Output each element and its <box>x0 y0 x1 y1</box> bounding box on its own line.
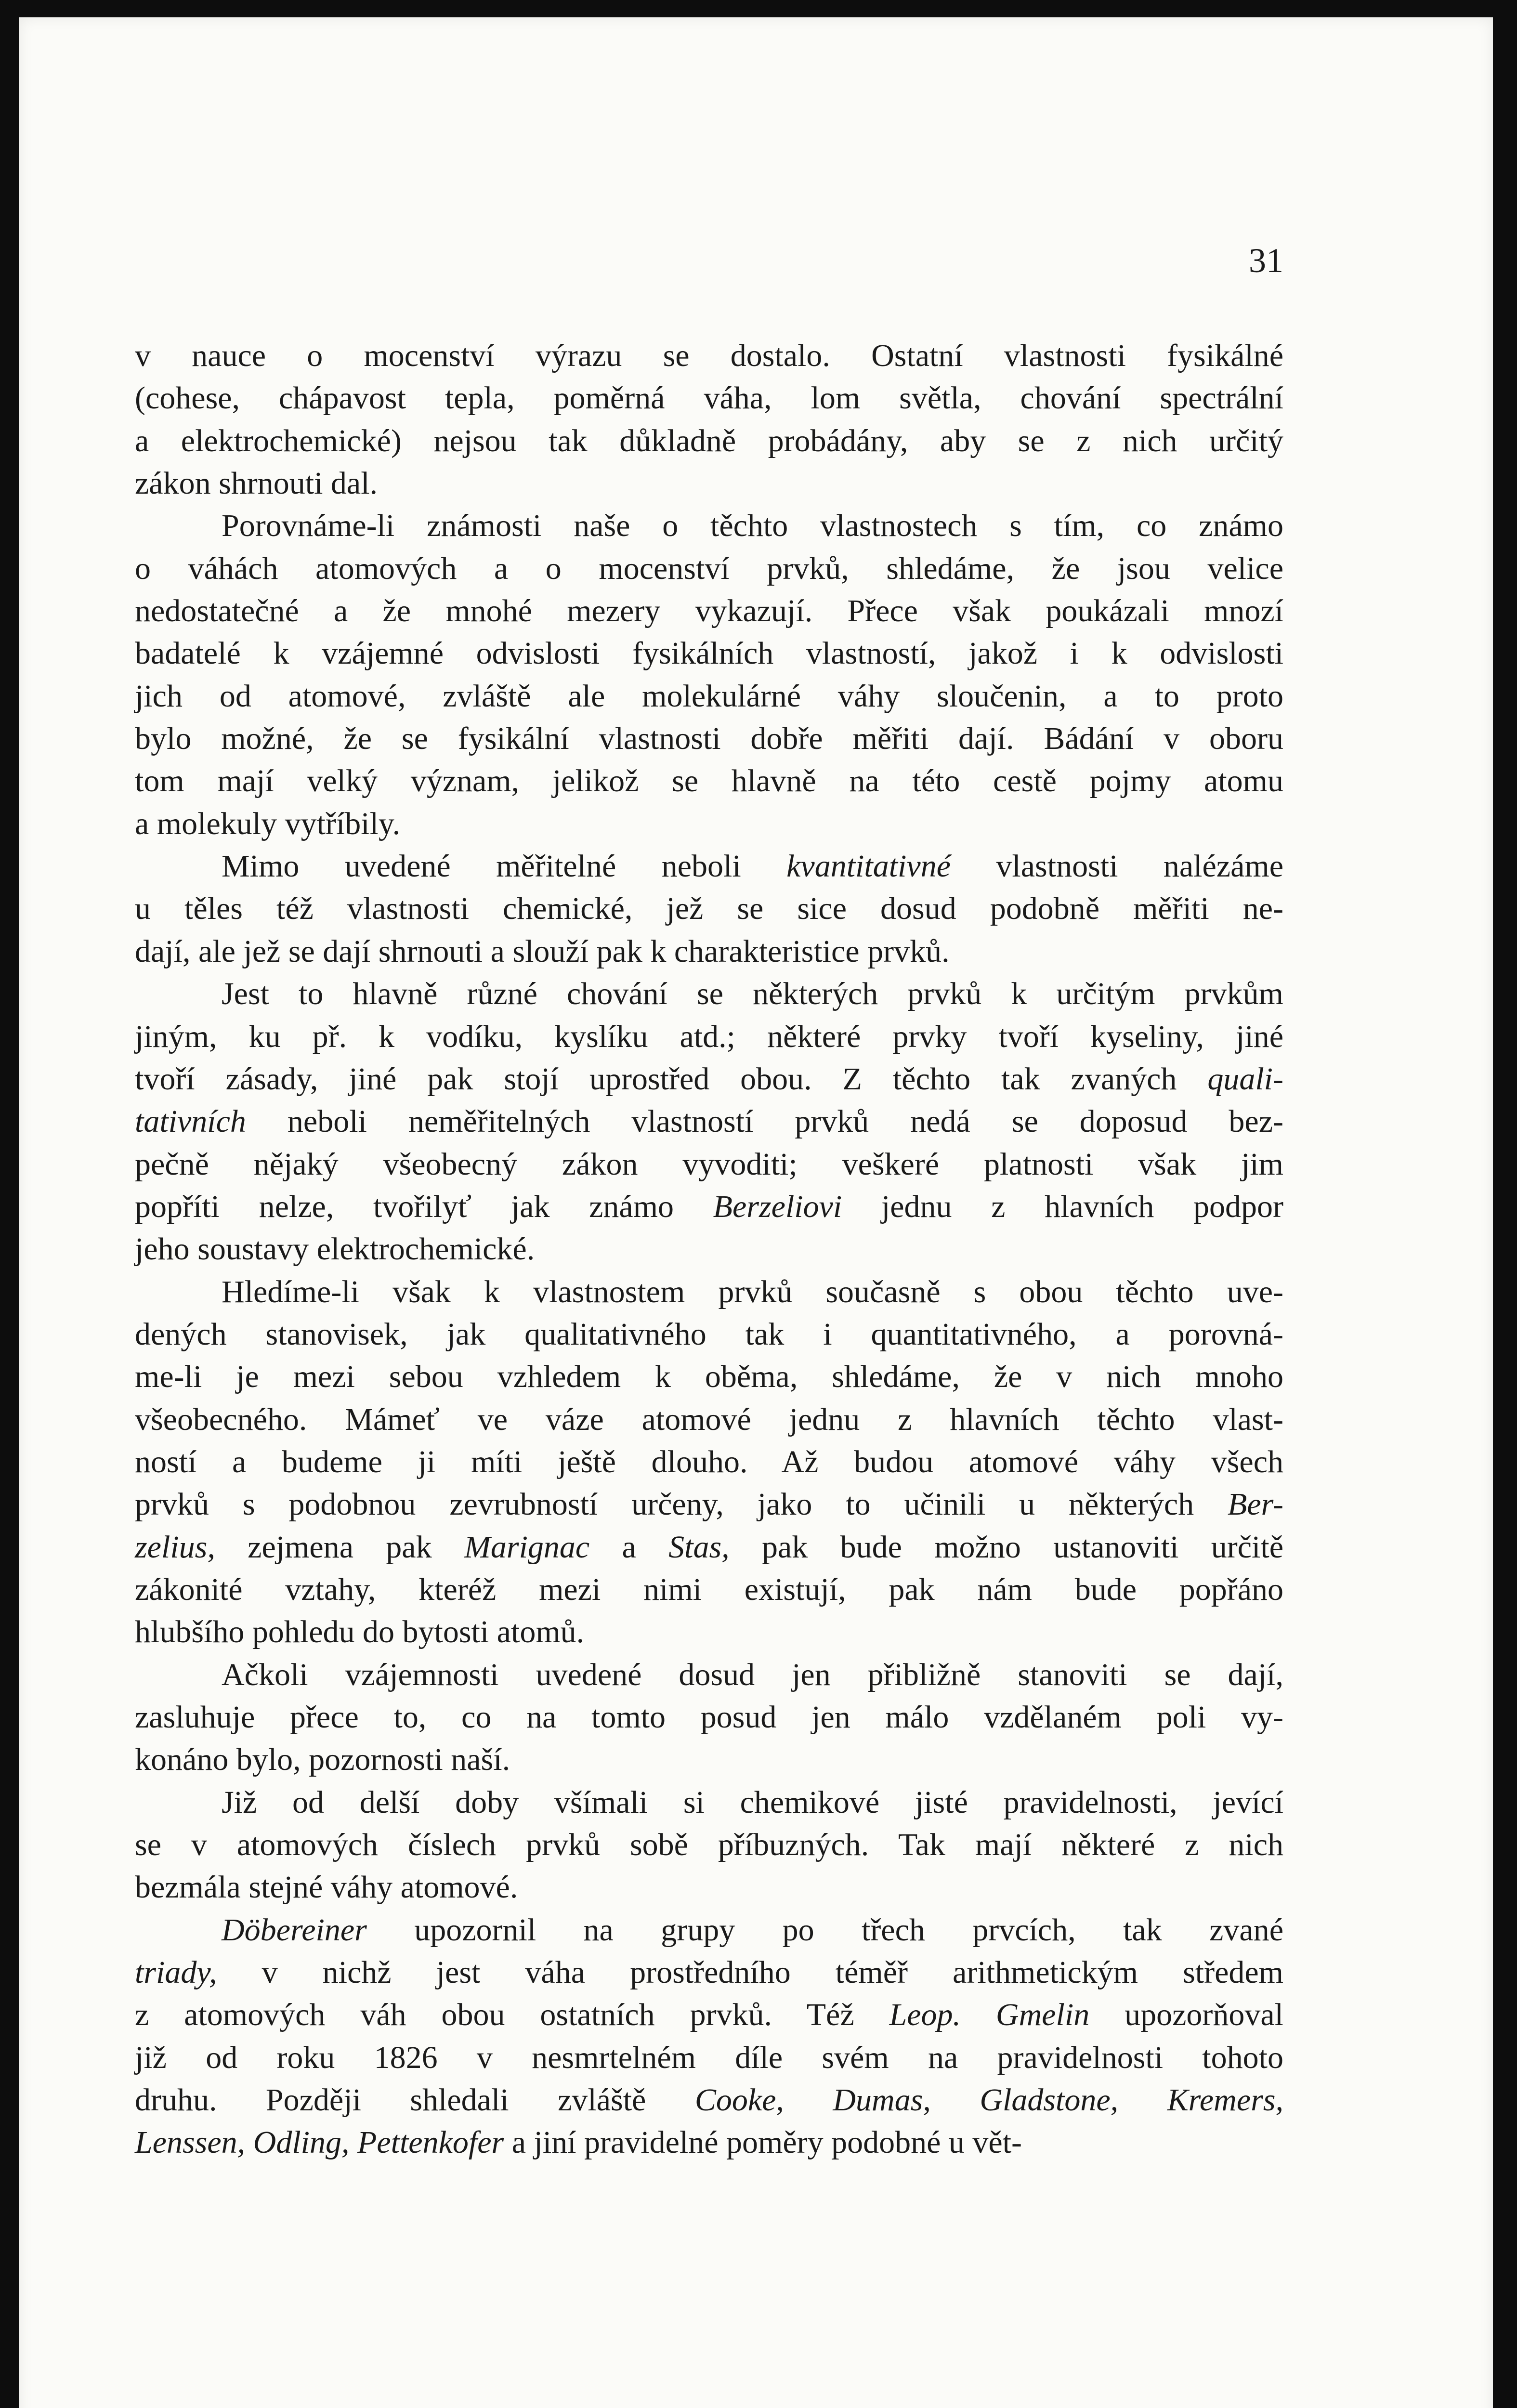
page-number: 31 <box>1249 241 1283 280</box>
text-line <box>135 2121 1283 2164</box>
text-segment: tvoří zásady, jiné pak stojí uprostřed obou. Z těchto tak zvaných <box>135 1061 1208 1097</box>
text-line <box>135 1100 1283 1143</box>
text-line: jich od atomové, zvláště ale molekulárné váhy sloučenin, a to proto <box>135 678 1283 714</box>
text-line: zákon shrnouti dal. <box>135 466 378 501</box>
text-line: jeho soustavy elektrochemické. <box>135 1231 535 1267</box>
text-segment: pak bude možno ustanoviti určitě <box>729 1529 1283 1565</box>
text-line: a molekuly vytříbily. <box>135 806 401 841</box>
text-line <box>135 1526 1283 1569</box>
text-line: všeobecného. Mámeť ve váze atomové jednu z hlavních těchto vlast- <box>135 1401 1283 1437</box>
text-segment: jednu z hlavních podpor <box>842 1189 1283 1224</box>
text-segment: druhu. Později shledali zvláště <box>135 2082 695 2118</box>
italic-name: Cooke, Dumas, Gladstone, Kremers, <box>694 2082 1283 2118</box>
text-line <box>135 1186 1283 1228</box>
text-line: (cohese, chápavost tepla, poměrná váha, lom světla, chování spectrální <box>135 380 1283 416</box>
text-segment: upozornil na grupy po třech prvcích, tak zvané <box>366 1912 1283 1948</box>
text-segment: Mimo uvedené měřitelné neboli <box>222 849 787 884</box>
text-segment: vlastnosti nalézáme <box>951 849 1284 884</box>
text-line: Jest to hlavně různé chování se některých prvků k určitým prvkům <box>222 976 1283 1012</box>
text-line: konáno bylo, pozornosti naší. <box>135 1742 510 1778</box>
text-line: pečně nějaký všeobecný zákon vyvoditi; veškeré platnosti však jim <box>135 1146 1283 1182</box>
text-line: tom mají velký význam, jelikož se hlavně na této cestě pojmy atomu <box>135 763 1283 799</box>
text-line: dají, ale jež se dají shrnouti a slouží pak k charakteristice prvků. <box>135 933 950 969</box>
text-line: a elektrochemické) nejsou tak důkladně probádány, aby se z nich určitý <box>135 423 1283 458</box>
text-line: jiným, ku př. k vodíku, kyslíku atd.; některé prvky tvoří kyseliny, jiné <box>135 1019 1283 1054</box>
text-segment: zejmena pak <box>215 1529 464 1565</box>
text-line: nedostatečné a že mnohé mezery vykazují. Přece však poukázali mnozí <box>135 593 1283 629</box>
text-segment: popříti nelze, tvořilyť jak známo <box>135 1189 713 1224</box>
italic-name: zelius, <box>135 1529 215 1565</box>
text-line: dených stanovisek, jak qualitativného tak i quantitativného, a porovná- <box>135 1316 1283 1352</box>
text-line <box>135 1909 1283 1951</box>
text-line: Ačkoli vzájemnosti uvedené dosud jen přibližně stanoviti se dají, <box>222 1657 1283 1692</box>
italic-name: Berzeliovi <box>713 1189 842 1224</box>
text-line <box>135 1058 1283 1100</box>
text-segment: a jiní pravidelné poměry podobné u vět- <box>504 2125 1022 2160</box>
text-line: u těles též vlastnosti chemické, jež se sice dosud podobně měřiti ne- <box>135 891 1283 927</box>
text-line <box>135 1483 1283 1526</box>
italic-name: quali- <box>1207 1061 1283 1097</box>
text-line: Již od delší doby všímali si chemikové jisté pravidelnosti, jevící <box>222 1784 1283 1820</box>
text-line: bezmála stejné váhy atomové. <box>135 1870 518 1905</box>
text-line: v nauce o mocenství výrazu se dostalo. Ostatní vlastnosti fysikálné <box>135 338 1283 373</box>
italic-name: Lenssen, Odling, Pettenkofer <box>135 2125 504 2160</box>
text-line: Hledíme-li však k vlastnostem prvků současně s obou těchto uve- <box>222 1274 1283 1309</box>
text-line: již od roku 1826 v nesmrtelném díle svém na pravidelnosti tohoto <box>135 2040 1283 2075</box>
italic-name: Döbereiner <box>222 1912 367 1948</box>
text-segment: v nichž jest váha prostředního téměř arithmetickým středem <box>217 1955 1283 1990</box>
text-line <box>135 1994 1283 2036</box>
text-segment: prvků s podobnou zevrubností určeny, jako to učinili u některých <box>135 1487 1228 1522</box>
text-line: hlubšího pohledu do bytosti atomů. <box>135 1614 585 1650</box>
text-line: ností a budeme ji míti ještě dlouho. Až budou atomové váhy všech <box>135 1444 1283 1479</box>
text-segment: neboli neměřitelných vlastností prvků nedá se doposud bez- <box>246 1104 1283 1139</box>
text-segment: z atomových váh obou ostatních prvků. Též <box>135 1997 889 2033</box>
text-line: se v atomových číslech prvků sobě příbuzných. Tak mají některé z nich <box>135 1827 1283 1863</box>
text-segment: upozorňoval <box>1089 1997 1284 2033</box>
italic-name: tativních <box>135 1104 246 1139</box>
text-line: Porovnáme-li známosti naše o těchto vlastnostech s tím, co známo <box>222 508 1283 544</box>
text-line <box>135 2079 1283 2121</box>
text-line: o váhách atomových a o mocenství prvků, shledáme, že jsou velice <box>135 550 1283 586</box>
text-line: badatelé k vzájemné odvislosti fysikálních vlastností, jakož i k odvislosti <box>135 636 1283 671</box>
body-text <box>135 335 1283 2164</box>
text-line <box>135 1951 1283 1994</box>
italic-name: Stas, <box>668 1529 730 1565</box>
italic-name: triady, <box>135 1955 217 1990</box>
italic-name: Leop. Gmelin <box>889 1997 1090 2033</box>
text-line <box>135 845 1283 888</box>
text-segment: a <box>589 1529 669 1565</box>
text-line: bylo možné, že se fysikální vlastnosti dobře měřiti dají. Bádání v oboru <box>135 721 1283 757</box>
text-line: me-li je mezi sebou vzhledem k oběma, shledáme, že v nich mnoho <box>135 1359 1283 1395</box>
italic-name: kvantitativné <box>786 849 951 884</box>
text-line: zákonité vztahy, kteréž mezi nimi existují, pak nám bude popřáno <box>135 1571 1283 1607</box>
italic-name: Ber- <box>1228 1487 1283 1522</box>
text-line: zasluhuje přece to, co na tomto posud jen málo vzdělaném poli vy- <box>135 1700 1283 1735</box>
italic-name: Marignac <box>464 1529 590 1565</box>
